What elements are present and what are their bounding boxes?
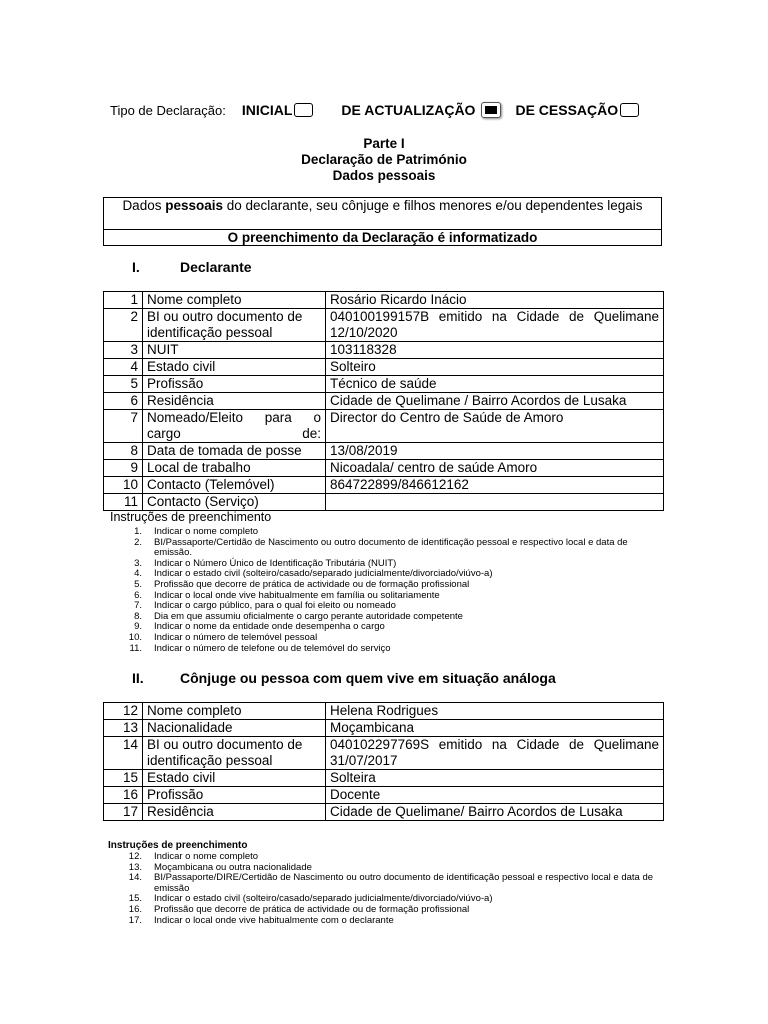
table-row xyxy=(104,376,664,393)
option-actualizacao-checkbox[interactable] xyxy=(481,102,501,118)
table-row xyxy=(104,460,664,477)
list-item xyxy=(110,644,660,655)
item-number: 10. xyxy=(128,631,142,643)
field-value[interactable]: Cidade de Quelimane/ Bairro Acordos de Lusaka xyxy=(326,804,664,821)
item-text: Dia em que assumiu oficialmente o cargo perante autoridade competente xyxy=(154,610,463,622)
row-number: 11 xyxy=(104,494,143,511)
field-label: Profissão xyxy=(143,787,326,804)
item-text: Indicar o local onde vive habitualmente em família ou solitariamente xyxy=(154,589,440,601)
intro-note: O preenchimento da Declaração é informatizado xyxy=(227,230,538,245)
item-text: Indicar o nome completo xyxy=(154,851,259,862)
row-number: 2 xyxy=(104,309,143,342)
item-number: 3. xyxy=(134,557,142,569)
field-value[interactable]: Rosário Ricardo Inácio xyxy=(326,292,664,309)
option-cessacao-label: DE CESSAÇÃO xyxy=(515,102,619,118)
table-row xyxy=(104,703,664,720)
item-number: 16. xyxy=(128,903,142,915)
section1-number: I. xyxy=(132,259,140,275)
field-label: Residência xyxy=(143,393,326,410)
field-value[interactable]: Docente xyxy=(326,787,664,804)
table-row xyxy=(104,292,664,309)
table-row xyxy=(104,720,664,737)
instructions1-list xyxy=(110,527,660,654)
instructions1-title: Instruções de preenchimento xyxy=(110,510,272,524)
row-number: 9 xyxy=(104,460,143,477)
row-number: 4 xyxy=(104,359,143,376)
row-number: 1 xyxy=(104,292,143,309)
row-number: 12 xyxy=(104,703,143,720)
row-number: 6 xyxy=(104,393,143,410)
spouse-table xyxy=(103,702,664,821)
part-headings xyxy=(0,136,768,184)
item-number: 5. xyxy=(134,578,142,590)
row-number: 17 xyxy=(104,804,143,821)
row-number: 8 xyxy=(104,443,143,460)
item-number: 2. xyxy=(134,536,142,548)
item-number: 14. xyxy=(128,872,142,884)
item-text: BI/Passaporte/Certidão de Nascimento ou outro documento de identificação pessoal e respectivo local e data de emissão. xyxy=(154,536,628,559)
field-value[interactable]: 040102297769S emitido na Cidade de Quelimane 31/07/2017 xyxy=(326,737,664,770)
item-number: 4. xyxy=(134,568,142,580)
field-label: BI ou outro documento de identificação pessoal xyxy=(143,737,326,770)
item-text: Indicar o estado civil (solteiro/casado/separado judicialmente/divorciado/viúvo-a) xyxy=(154,893,493,905)
item-text: Indicar o número de telemóvel pessoal xyxy=(154,631,318,643)
item-number: 7. xyxy=(134,600,142,612)
item-text: Indicar o nome completo xyxy=(154,526,259,537)
item-text: BI/Passaporte/DIRE/Certidão de Nascimento ou outro documento de identificação pessoal e respectivo local e data de emissão xyxy=(154,872,654,894)
item-number: 6. xyxy=(134,589,142,601)
row-number: 7 xyxy=(104,410,143,443)
row-number: 10 xyxy=(104,477,143,494)
field-label: Contacto (Serviço) xyxy=(143,494,326,511)
item-number: 17. xyxy=(128,914,142,926)
row-number: 13 xyxy=(104,720,143,737)
intro-description xyxy=(104,198,661,230)
field-value[interactable]: 13/08/2019 xyxy=(326,443,664,460)
option-cessacao-checkbox[interactable] xyxy=(620,103,639,117)
section2-number: II. xyxy=(132,670,144,686)
field-label: Residência xyxy=(143,804,326,821)
declaration-type-row xyxy=(110,102,639,118)
part-label: Parte I xyxy=(363,136,405,151)
field-label: Nomeado/Eleito para o cargo de: xyxy=(143,410,326,443)
row-number: 16 xyxy=(104,787,143,804)
item-text: Moçambicana ou outra nacionalidade xyxy=(154,861,312,873)
option-inicial-label: INICIAL xyxy=(241,102,293,118)
field-label: Nacionalidade xyxy=(143,720,326,737)
table-row xyxy=(104,477,664,494)
field-label: Contacto (Telemóvel) xyxy=(143,477,326,494)
table-row xyxy=(104,443,664,460)
field-label: Data de tomada de posse xyxy=(143,443,326,460)
item-number: 11. xyxy=(129,642,142,654)
instructions2-title: Instruções de preenchimento xyxy=(108,840,248,851)
table-row xyxy=(104,804,664,821)
item-number: 13. xyxy=(128,861,142,873)
table-row xyxy=(104,737,664,770)
intro-text-start: Dados xyxy=(122,198,166,213)
table-row xyxy=(104,410,664,443)
item-number: 15. xyxy=(128,893,142,905)
table-row xyxy=(104,342,664,359)
option-actualizacao-label: DE ACTUALIZAÇÃO xyxy=(341,102,476,118)
field-value[interactable]: Moçambicana xyxy=(326,720,664,737)
item-text: Indicar o Número Único de Identificação Tributária (NUIT) xyxy=(154,557,397,569)
field-value[interactable]: Helena Rodrigues xyxy=(326,703,664,720)
row-number: 14 xyxy=(104,737,143,770)
section1-heading xyxy=(132,259,252,275)
table-row xyxy=(104,393,664,410)
item-text: Profissão que decorre de prática de actividade ou de formação profissional xyxy=(154,903,470,915)
field-label: Profissão xyxy=(143,376,326,393)
field-value[interactable]: Cidade de Quelimane / Bairro Acordos de Lusaka xyxy=(326,393,664,410)
field-value[interactable]: 103118328 xyxy=(326,342,664,359)
field-value[interactable]: Solteira xyxy=(326,770,664,787)
item-text: Indicar o número de telefone ou de telemóvel do serviço xyxy=(154,642,391,654)
item-number: 8. xyxy=(134,610,142,622)
item-text: Indicar o local onde vive habitualmente com o declarante xyxy=(154,914,394,926)
field-label: Estado civil xyxy=(143,359,326,376)
item-number: 9. xyxy=(134,621,142,633)
table-row xyxy=(104,494,664,511)
document-title: Declaração de Património xyxy=(301,152,467,167)
field-value[interactable]: Solteiro xyxy=(326,359,664,376)
item-text: Indicar o nome da entidade onde desempenha o cargo xyxy=(154,621,385,633)
item-number: 1. xyxy=(134,526,142,537)
item-text: Profissão que decorre de prática de actividade ou de formação profissional xyxy=(154,578,470,590)
intro-text-end: do declarante, seu cônjuge e filhos menores e/ou dependentes legais xyxy=(223,198,643,213)
table-row xyxy=(104,309,664,342)
list-item xyxy=(110,873,660,894)
section1-title: Declarante xyxy=(180,259,252,275)
declaration-type-label: Tipo de Declaração: xyxy=(110,102,226,118)
row-number: 3 xyxy=(104,342,143,359)
document-subtitle: Dados pessoais xyxy=(332,168,436,183)
section2-heading xyxy=(132,670,556,686)
intro-text-bold: pessoais xyxy=(165,198,224,213)
item-text: Indicar o cargo público, para o qual foi eleito ou nomeado xyxy=(154,600,396,612)
field-value[interactable]: Técnico de saúde xyxy=(326,376,664,393)
field-label: BI ou outro documento de identificação pessoal xyxy=(143,309,326,342)
field-label: Nome completo xyxy=(143,703,326,720)
field-label: Local de trabalho xyxy=(143,460,326,477)
table-row xyxy=(104,359,664,376)
list-item xyxy=(110,916,660,927)
row-number: 15 xyxy=(104,770,143,787)
field-label: Estado civil xyxy=(143,770,326,787)
item-text: Indicar o estado civil (solteiro/casado/separado judicialmente/divorciado/viúvo-a) xyxy=(154,568,493,580)
intro-box xyxy=(103,197,662,246)
field-value[interactable] xyxy=(326,494,664,511)
field-value[interactable]: Nicoadala/ centro de saúde Amoro xyxy=(326,460,664,477)
table-row xyxy=(104,787,664,804)
row-number: 5 xyxy=(104,376,143,393)
field-value[interactable]: Director do Centro de Saúde de Amoro xyxy=(326,410,664,443)
field-label: Nome completo xyxy=(143,292,326,309)
option-inicial-checkbox[interactable] xyxy=(294,103,313,117)
field-value[interactable]: 040100199157B emitido na Cidade de Quelimane 12/10/2020 xyxy=(326,309,664,342)
section2-title: Cônjuge ou pessoa com quem vive em situação análoga xyxy=(180,670,556,686)
list-item xyxy=(110,538,660,559)
item-number: 12. xyxy=(128,851,142,862)
instructions2-list xyxy=(110,852,660,926)
field-value[interactable]: 864722899/846612162 xyxy=(326,477,664,494)
table-row xyxy=(104,770,664,787)
field-label: NUIT xyxy=(143,342,326,359)
declarant-table xyxy=(103,291,664,511)
